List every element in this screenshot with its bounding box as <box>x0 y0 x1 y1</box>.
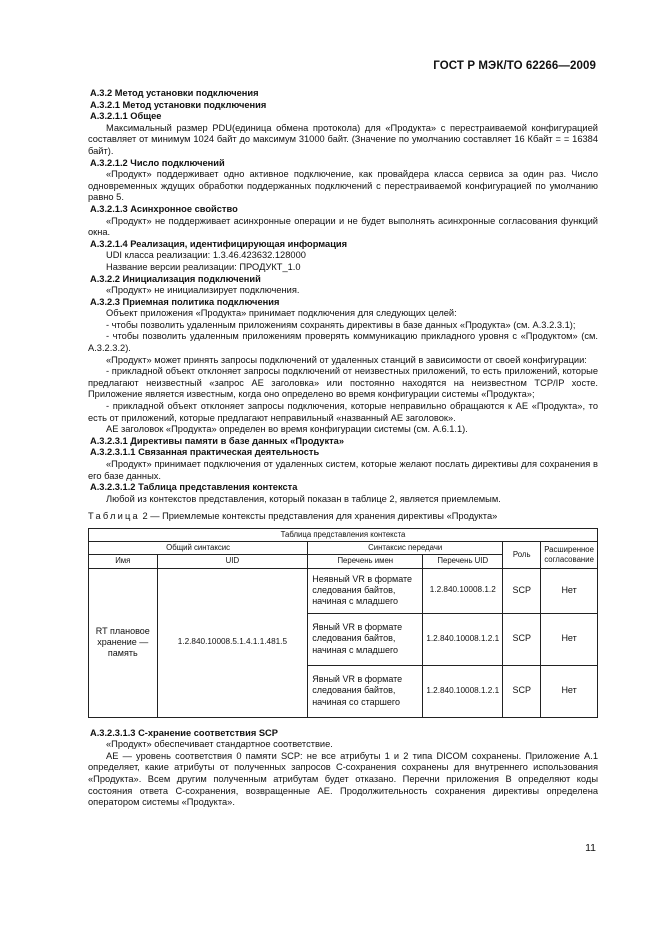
section-paragraphs <box>88 88 598 505</box>
ts-name-cell: Явный VR в формате следования байтов, начиная с младшего <box>308 613 423 665</box>
ts-uid-cell: 1.2.840.10008.1.2.1 <box>423 665 503 717</box>
ext-neg-cell: Нет <box>541 665 598 717</box>
header-uid: UID <box>157 555 308 568</box>
body-paragraph: Любой из контекстов представления, который показан в таблице 2, является приемлемым. <box>106 493 501 504</box>
ts-name-cell: Неявный VR в формате следования байтов, начиная с младшего <box>308 568 423 613</box>
ts-uid-cell: 1.2.840.10008.1.2.1 <box>423 613 503 665</box>
section-heading: А.3.2.3.1.1 Связанная практическая деятельность <box>90 447 320 458</box>
section-heading: А.3.2.3.1.2 Таблица представления контекста <box>90 482 298 493</box>
body-paragraph: - чтобы позволить удаленным приложениям проверять коммуникацию прикладного уровня с «Продуктом» (см. А.3.2.3.2). <box>88 331 598 354</box>
body-paragraph: АЕ заголовок «Продукта» определен во время конфигурации системы (см. А.6.1.1). <box>106 424 468 435</box>
body-paragraph: - прикладной объект отклоняет запросы подключений от неизвестных приложений, то есть приложений, которые предлагают неизвестный «запрос АЕ заголовка» или постоянно находятся на неизвестном TCP/IP хосте. Приложение является известным, когда оно определено во время конфигурации системы «Продукта»; <box>88 366 598 400</box>
section-heading: А.3.2.3.1.3 С-хранение соответствия SCP <box>90 727 278 738</box>
body-paragraph: «Продукт» принимает подключения от удаленных систем, которые желают послать директивы для сохранения в его базе данных. <box>88 459 598 481</box>
table-title: Таблица представления контекста <box>89 528 598 541</box>
section-heading: А.3.2.3 Приемная политика подключения <box>90 296 280 307</box>
body-paragraph: - прикладной объект отклоняет запросы подключения, которые неправильно обращаются к АЕ «Продукта», то есть от приложений, которые предлагают неправильный «названный АЕ заголовок». <box>88 401 598 423</box>
document-header: ГОСТ Р МЭК/ТО 62266—2009 <box>433 60 596 72</box>
section-heading: А.3.2.2 Инициализация подключений <box>90 273 261 284</box>
table-caption <box>88 511 598 523</box>
document-body <box>88 88 598 809</box>
header-ts-names: Перечень имен <box>308 555 423 568</box>
body-paragraph: «Продукт» не поддерживает асинхронные операции и не будет выполнять асинхронные согласования функций окна. <box>88 215 598 238</box>
header-ts-uid: Перечень UID <box>423 555 503 568</box>
section-heading: А.3.2.1.3 Асинхронное свойство <box>90 203 238 214</box>
body-paragraph: «Продукт» может принять запросы подключений от удаленных станций в зависимости от своей конфигурации: <box>106 354 587 365</box>
sop-class-uid: 1.2.840.10008.5.1.4.1.1.481.5 <box>157 568 308 717</box>
body-paragraph: «Продукт» поддерживает одно активное подключение, как провайдера класса сервиса за один раз. Число одновременных ждущих обработки поддержанных подключений с перестраиваемой конфигурацией по умолчанию равно 5. <box>88 169 598 203</box>
role-cell: SCP <box>503 613 541 665</box>
role-cell: SCP <box>503 568 541 613</box>
ext-neg-cell: Нет <box>541 568 598 613</box>
ext-neg-cell: Нет <box>541 613 598 665</box>
header-transfer-syntax: Синтаксис передачи <box>308 542 503 555</box>
section-after-table <box>88 728 598 809</box>
section-heading: А.3.2.1 Метод установки подключения <box>90 99 267 110</box>
section-heading: А.3.2 Метод установки подключения <box>90 88 259 98</box>
section-heading: А.3.2.3.1 Директивы памяти в базе данных «Продукта» <box>90 435 344 446</box>
body-paragraph: Название версии реализации: ПРОДУКТ_1.0 <box>106 261 301 272</box>
table-caption-text: 2 — Приемлемые контексты представления для хранения директивы «Продукта» <box>139 511 498 522</box>
body-paragraph: «Продукт» обеспечивает стандартное соответствие. <box>106 739 333 750</box>
body-paragraph: «Продукт» не инициализирует подключения. <box>106 285 300 296</box>
section-heading: А.3.2.1.1 Общее <box>90 111 162 122</box>
header-name: Имя <box>89 555 158 568</box>
presentation-context-table <box>88 528 598 718</box>
table-caption-label: Таблица <box>88 511 140 522</box>
body-paragraph: АЕ — уровень соответствия 0 памяти SCP: не все атрибуты 1 и 2 типа DICOM сохранены. Приложение А.1 определяет, какие атрибуты от полученных запросов С-сохранения сохранены для внутреннего использования «Продукта». Всем другим полученным атрибутам будет отказано. Перечни приложения В определяют коды состояния ответа С-сохранения, возвращенные АЕ. Продолжительность сохранения директивы определена оператором системы «Продукта». <box>88 750 598 808</box>
header-extended-negotiation: Расширенное согласование <box>541 542 598 568</box>
sop-class-name: RT плановое хранение — память <box>89 568 158 717</box>
role-cell: SCP <box>503 665 541 717</box>
body-paragraph: Максимальный размер PDU(единица обмена протокола) для «Продукта» с перестраиваемой конфигурацией составляет от минимум 1024 байт до максимум 31000 байт. (Значение по умолчанию составляет 16 Кбайт = = 16384 байт). <box>88 122 598 156</box>
section-heading: А.3.2.1.4 Реализация, идентифицирующая информация <box>90 238 348 249</box>
ts-name-cell: Явный VR в формате следования байтов, начиная со старшего <box>308 665 423 717</box>
body-paragraph: UDI класса реализации: 1.3.46.423632.128000 <box>106 250 306 261</box>
page-number: 11 <box>585 842 596 854</box>
section-heading: А.3.2.1.2 Число подключений <box>90 157 225 168</box>
body-paragraph: Объект приложения «Продукта» принимает подключения для следующих целей: <box>106 308 457 319</box>
header-general-syntax: Общий синтаксис <box>89 542 308 555</box>
body-paragraph: - чтобы позволить удаленным приложениям сохранять директивы в базе данных «Продукта» (см. А.3.2.3.1); <box>106 319 576 330</box>
header-role: Роль <box>503 542 541 568</box>
ts-uid-cell: 1.2.840.10008.1.2 <box>423 568 503 613</box>
